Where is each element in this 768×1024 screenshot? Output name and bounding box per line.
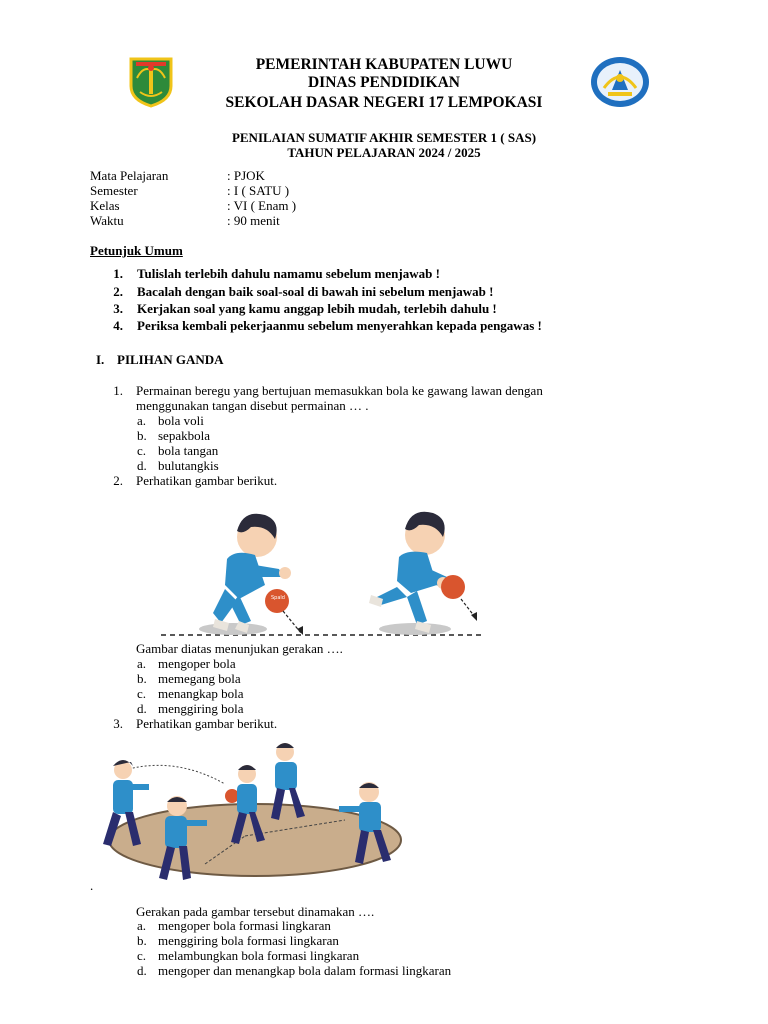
option-text: menggiring bola formasi lingkaran	[158, 933, 339, 948]
question-prompt: Perhatikan gambar berikut.	[136, 473, 278, 488]
question-number: 3.	[113, 716, 123, 731]
player-figure-2	[369, 512, 449, 633]
option-letter: a.	[137, 656, 147, 671]
question-number: 1.	[113, 383, 123, 398]
option-letter: b.	[137, 428, 147, 443]
instruction-text: Kerjakan soal yang kamu anggap lebih mudah, terlebih dahulu !	[137, 301, 497, 316]
question-text: Gambar diatas menunjukan gerakan ….	[136, 641, 343, 656]
option-text: sepakbola	[158, 428, 210, 443]
option-letter: b.	[137, 671, 147, 686]
info-value: : PJOK	[227, 168, 265, 183]
academic-year: TAHUN PELAJARAN 2024 / 2025	[287, 145, 481, 160]
option-letter: c.	[137, 948, 147, 963]
question-text: menggunakan tangan disebut permainan … .	[136, 398, 369, 413]
option-letter: b.	[137, 933, 147, 948]
instruction-number: 2.	[113, 284, 123, 299]
option-text: melambungkan bola formasi lingkaran	[158, 948, 360, 963]
option-letter: c.	[137, 686, 147, 701]
option-text: bola tangan	[158, 443, 219, 458]
stray-dot: .	[90, 878, 94, 893]
instruction-text: Periksa kembali pekerjaanmu sebelum menyerahkan kepada pengawas !	[137, 318, 542, 333]
info-label: Waktu	[90, 213, 124, 228]
instruction-text: Bacalah dengan baik soal-soal di bawah ini sebelum menjawab !	[137, 284, 494, 299]
circle-passing-illustration	[95, 740, 405, 885]
dribbling-illustration	[155, 505, 495, 645]
instruction-text: Tulislah terlebih dahulu namamu sebelum menjawab !	[137, 266, 440, 281]
government-title: PEMERINTAH KABUPATEN LUWU	[255, 56, 513, 73]
option-text: menangkap bola	[158, 686, 244, 701]
info-value: : VI ( Enam )	[227, 198, 297, 213]
option-letter: d.	[137, 963, 147, 978]
option-letter: d.	[137, 458, 147, 473]
question-prompt: Perhatikan gambar berikut.	[136, 716, 278, 731]
instruction-number: 4.	[113, 318, 123, 333]
exam-title: PENILAIAN SUMATIF AKHIR SEMESTER 1 ( SAS)	[231, 130, 537, 145]
info-label: Kelas	[90, 198, 120, 213]
option-text: bulutangkis	[158, 458, 219, 473]
question-text: Gerakan pada gambar tersebut dinamakan ….	[136, 904, 375, 919]
option-text: memegang bola	[158, 671, 241, 686]
info-label: Mata Pelajaran	[90, 168, 169, 183]
question-text: Permainan beregu yang bertujuan memasukkan bola ke gawang lawan dengan	[136, 383, 543, 398]
section-number: I.	[96, 352, 105, 367]
instructions-heading: Petunjuk Umum	[90, 243, 183, 258]
section-title: PILIHAN GANDA	[117, 352, 224, 367]
ball-label: Spald	[271, 595, 285, 601]
option-text: mengoper dan menangkap bola dalam formasi lingkaran	[158, 963, 452, 978]
option-text: bola voli	[158, 413, 204, 428]
option-text: mengoper bola formasi lingkaran	[158, 918, 331, 933]
option-letter: a.	[137, 413, 147, 428]
school-title: SEKOLAH DASAR NEGERI 17 LEMPOKASI	[225, 94, 543, 111]
question-number: 2.	[113, 473, 123, 488]
instruction-number: 1.	[113, 266, 123, 281]
player-figure-1	[213, 514, 291, 633]
info-value: : I ( SATU )	[227, 183, 290, 198]
info-label: Semester	[90, 183, 138, 198]
option-text: menggiring bola	[158, 701, 244, 716]
option-letter: d.	[137, 701, 147, 716]
instruction-number: 3.	[113, 301, 123, 316]
option-text: mengoper bola	[158, 656, 236, 671]
option-letter: a.	[137, 918, 147, 933]
agency-title: DINAS PENDIDIKAN	[307, 74, 460, 91]
info-value: : 90 menit	[227, 213, 280, 228]
option-letter: c.	[137, 443, 147, 458]
